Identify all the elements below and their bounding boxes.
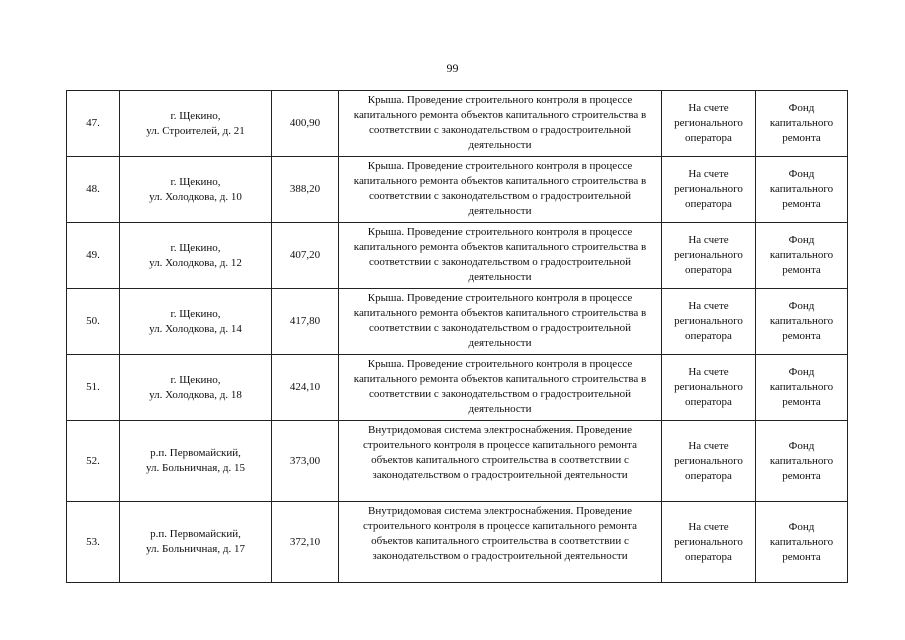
address-cell [120, 502, 272, 583]
address-city: р.п. Первомайский, [150, 528, 241, 540]
address-city: г. Щекино, [170, 109, 221, 122]
row-number: 51. [67, 355, 120, 421]
table-row [67, 91, 848, 157]
area-cell: 407,20 [272, 223, 339, 289]
account-cell: На счете регионального оператора [662, 502, 756, 583]
address-cell [120, 223, 272, 289]
address-city: г. Щекино, [170, 373, 221, 386]
work-description: Крыша. Проведение строительного контроля в процессе капитального ремонта объектов капитального строительства в соответствии с законодательством о градостроительной деятельности [339, 223, 662, 289]
table-row [67, 157, 848, 223]
account-cell: На счете регионального оператора [662, 91, 756, 157]
work-description: Крыша. Проведение строительного контроля в процессе капитального ремонта объектов капитального строительства в соответствии с законодательством о градостроительной деятельности [339, 157, 662, 223]
table-row [67, 289, 848, 355]
address-cell [120, 157, 272, 223]
row-number: 47. [67, 91, 120, 157]
address-cell [120, 421, 272, 502]
account-cell: На счете регионального оператора [662, 223, 756, 289]
area-cell: 373,00 [272, 421, 339, 502]
address-street: ул. Больничная, д. 17 [146, 543, 245, 555]
row-number: 50. [67, 289, 120, 355]
work-description: Крыша. Проведение строительного контроля в процессе капитального ремонта объектов капитального строительства в соответствии с законодательством о градостроительной деятельности [339, 289, 662, 355]
area-cell: 400,90 [272, 91, 339, 157]
address-cell [120, 355, 272, 421]
work-description: Внутридомовая система электроснабжения. Проведение строительного контроля в процессе капитального ремонта объектов капитального строительства в соответствии с законодательством о градостроительной деятельности [339, 421, 662, 502]
row-number: 49. [67, 223, 120, 289]
row-number: 48. [67, 157, 120, 223]
address-cell [120, 289, 272, 355]
address-street: ул. Холодкова, д. 18 [149, 388, 242, 401]
address-cell [120, 91, 272, 157]
work-description: Крыша. Проведение строительного контроля в процессе капитального ремонта объектов капитального строительства в соответствии с законодательством о градостроительной деятельности [339, 91, 662, 157]
funding-source-cell: Фонд капитального ремонта [756, 502, 848, 583]
table-row [67, 421, 848, 502]
address-street: ул. Холодкова, д. 10 [149, 190, 242, 203]
address-street: ул. Больничная, д. 15 [146, 462, 245, 474]
work-description: Внутридомовая система электроснабжения. Проведение строительного контроля в процессе капитального ремонта объектов капитального строительства в соответствии с законодательством о градостроительной деятельности [339, 502, 662, 583]
work-description: Крыша. Проведение строительного контроля в процессе капитального ремонта объектов капитального строительства в соответствии с законодательством о градостроительной деятельности [339, 355, 662, 421]
funding-source-cell: Фонд капитального ремонта [756, 289, 848, 355]
works-table [66, 90, 848, 583]
address-street: ул. Холодкова, д. 12 [149, 256, 242, 269]
address-street: ул. Холодкова, д. 14 [149, 322, 242, 335]
area-cell: 388,20 [272, 157, 339, 223]
funding-source-cell: Фонд капитального ремонта [756, 91, 848, 157]
account-cell: На счете регионального оператора [662, 157, 756, 223]
page-number: 99 [446, 61, 459, 75]
address-city: г. Щекино, [170, 241, 221, 254]
address-city: г. Щекино, [170, 307, 221, 320]
row-number: 52. [67, 421, 120, 502]
account-cell: На счете регионального оператора [662, 421, 756, 502]
funding-source-cell: Фонд капитального ремонта [756, 421, 848, 502]
row-number: 53. [67, 502, 120, 583]
table-row [67, 355, 848, 421]
table-row [67, 502, 848, 583]
area-cell: 417,80 [272, 289, 339, 355]
funding-source-cell: Фонд капитального ремонта [756, 355, 848, 421]
address-city: г. Щекино, [170, 175, 221, 188]
funding-source-cell: Фонд капитального ремонта [756, 157, 848, 223]
address-street: ул. Строителей, д. 21 [146, 124, 245, 137]
account-cell: На счете регионального оператора [662, 289, 756, 355]
table-row [67, 223, 848, 289]
area-cell: 372,10 [272, 502, 339, 583]
address-city: р.п. Первомайский, [150, 447, 241, 459]
account-cell: На счете регионального оператора [662, 355, 756, 421]
funding-source-cell: Фонд капитального ремонта [756, 223, 848, 289]
area-cell: 424,10 [272, 355, 339, 421]
